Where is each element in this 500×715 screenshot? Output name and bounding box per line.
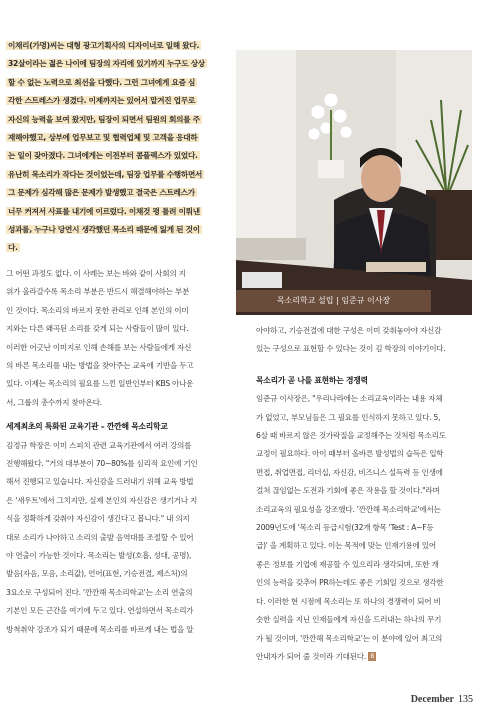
text-line: 의 바른 목소리를 내는 방법을 찾아주는 교육에 기반을 두고 (6, 360, 194, 370)
section-heading: 세계최초의 특화된 교육기관 – 깐깐해 목소리학교 (6, 422, 168, 432)
text-line: 김정규 학장은 이미 스피치 관련 교육기관에서 여러 강의를 (6, 440, 192, 450)
end-mark-icon: B (370, 653, 375, 661)
text-line: 6살 때 바르지 않은 것가락질을 교정해주는 것처럼 목소리도 (256, 431, 446, 441)
text-line: 급)' 을 계획하고 있다. 이는 목적에 맞는 인재기용에 있어 (256, 541, 436, 551)
text-line: 서, 그룹의 총수까지 찾아온다. (6, 397, 102, 407)
text-line: 32살이라는 젊은 나이에 팀장의 자리에 있기까지 누구도 상상 (8, 59, 205, 69)
photo-caption: 목소리학교 설립 | 임준규 이사장 (236, 290, 431, 312)
text-line: 발음(자음, 모음, 소리값), 언어(표현, 기승전결, 제스처)의 (6, 569, 188, 579)
text-line: 지와는 다른 왜곡된 소리를 갖게 되는 사람들이 많이 있다. (6, 324, 189, 334)
text-line: 가 될 것이며, '깐깐해 목소리학교'는 이 분야에 있어 최고의 (256, 633, 443, 643)
text-line: 임준규 이사장은, "우리나라에는 소리교육이라는 내용 자체 (256, 394, 443, 404)
left-column (6, 37, 242, 639)
text-line: 은 '새우트'에서 그치지만, 실제 본인의 자신감은 생기거나 지 (6, 495, 198, 505)
section-heading: 목소리가 곧 나를 표현하는 경쟁력 (256, 375, 368, 385)
text-line: 식을 정확하게 갖춰야 자신감이 생긴다고 봅니다." 내 의지 (6, 514, 190, 524)
text-line: 재해야했고, 상부에 업무보고 및 협력업체 및 고객을 응대하 (8, 133, 198, 143)
text-line: 다. 이러한 현 시점에 목소리는 또 하나의 경쟁력이 되어 비 (256, 596, 441, 606)
text-line: 위가 올라갈수록 목소리 부분은 반드시 해결해야하는 부분 (6, 287, 190, 297)
text-line: 는 일이 잦아졌다. 그녀에게는 이전부터 콤플렉스가 있었다. (8, 151, 198, 161)
text-line: 할 수 없는 노력으로 최선을 다했다. 그런 그녀에게 요즘 심 (8, 77, 196, 87)
text-line: 그 문제가 심각해 많은 문제가 발생했고 결국은 스트레스가 (8, 188, 195, 198)
issue-month: December (410, 694, 454, 705)
text-line: 걸쳐 끊임없는 도전과 기회에 좋은 작용을 할 것이다."라며 (256, 486, 440, 496)
text-line: 자신의 능력을 보여 왔지만, 팀장이 되면서 팀원의 회의를 주 (8, 114, 200, 124)
office-scene-illustration (236, 50, 472, 315)
text-line: 그 어떤 과정도 없다. 이 사례는 보는 바와 같이 사회의 지 (6, 268, 186, 278)
text-line: 성과를, 누구나 당연시 생각했던 목소리 때문에 잃게 된 것이 (8, 225, 200, 235)
text-line: 대로 소리가 나아하고 소리의 출발 음역대를 조절할 수 있어 (6, 532, 194, 542)
text-line: 있다. 이제는 목소리의 필요를 느낀 일반인부터 KBS 아나운 (6, 379, 194, 389)
text-line: 가 없었고, 부모님들은 그 필요를 인식하지 못하고 있다. 5, (256, 412, 441, 422)
text-line: 인 것이다. 목소리의 바르지 못한 관리로 인해 본인의 이미 (6, 305, 189, 315)
text-line: 인의 능력을 갖추어 PR하는데도 좋은 기회일 것으로 생각한 (256, 578, 444, 588)
text-line: 좋은 정보를 기업에 제공할 수 있으리라 생각되며, 또한 개 (256, 559, 439, 569)
intro-case-study (6, 37, 242, 258)
text-line: 슷한 실력을 지닌 인재들에게 자신을 드러내는 하나의 무기 (256, 615, 442, 625)
text-line: 3요소로 구성되어 진다. '깐깐해 목소리학교'는 소리 연출의 (6, 587, 193, 597)
text-line: 아야하고, 기승전결에 대한 구성은 이미 갖춰놓아야 자신감 (256, 326, 442, 335)
text-line: 각한 스트레스가 생겼다. 이제까지는 있어서 맡겨진 업무로 (8, 96, 196, 106)
text-line: 교정이 필요하다. 아이 때부터 올바른 발성법의 습득은 입학 (256, 449, 444, 459)
text-line: 이채리(가명)씨는 대형 광고기획사의 디자이너로 일해 왔다. (8, 41, 200, 50)
text-line: 너무 커져서 사표를 내기에 이르렀다. 이채것 평 틀려 이뤄낸 (8, 206, 200, 216)
page-footer (411, 694, 473, 705)
page-number: 135 (458, 694, 473, 705)
portrait-photo (236, 50, 472, 315)
text-line: 기본인 모든 근간을 여기에 두고 있다. 연설하면서 목소리가 (6, 606, 194, 616)
text-line: 소리교육의 필요성을 강조했다. '깐깐해 목소리학교'에서는 (256, 504, 441, 514)
text-line: 해서 진행되고 있습니다. 자신감을 드러내기 위해 교육 방법 (6, 477, 194, 487)
text-line: 방척취약 강조가 되기 때문에 목소리를 바르게 내는 법을 알 (6, 624, 194, 634)
right-column (256, 322, 472, 666)
text-line: 면접, 취업면접, 리더십, 자신감, 비즈니스 설득력 등 인생에 (256, 467, 443, 477)
text-line: 유난히 목소리가 작다는 것이었는데, 팀장 업무를 수행하면서 (8, 169, 203, 179)
text-line: 안내자가 되어 줄 것이라 기대된다. B (256, 651, 375, 661)
text-line: 야 연출이 가능한 것이다. 목소리는 발성(호흡, 성대, 공명), (6, 550, 192, 560)
text-line: 진행해왔다. "거의 대부분이 70~80%를 심리적 요인에 기인 (6, 458, 198, 468)
text-line: 있는 구성으로 표현할 수 있다는 것이 김 학장의 이야기이다. (256, 344, 446, 354)
text-line: 다. (8, 243, 18, 253)
text-line: 2009년도에 '목소리 등급시험(32개 항목 'Test : A~F등 (256, 523, 434, 533)
text-line: 이러한 어긋난 이미지로 인해 손해를 보는 사람들에게 자신 (6, 342, 192, 352)
